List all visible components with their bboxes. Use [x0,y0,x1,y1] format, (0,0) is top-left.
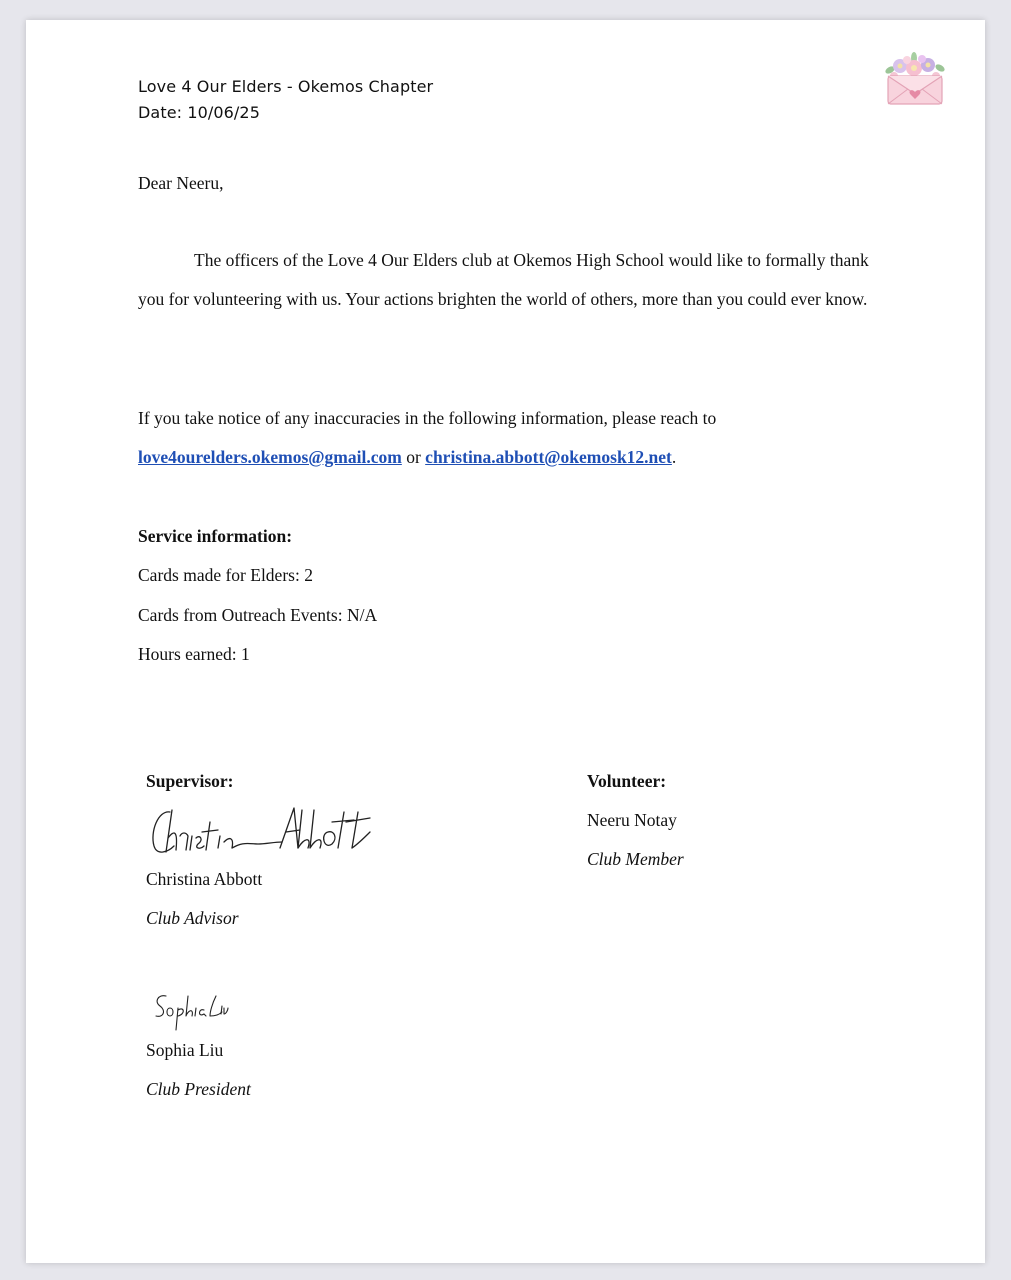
greeting: Dear Neeru, [138,173,224,193]
body-paragraph-2 [138,399,878,477]
president-name: Sophia Liu [146,1040,224,1060]
cards-made: Cards made for Elders: 2 [138,565,313,585]
or-text: or [406,447,421,467]
advisor-email-link[interactable]: christina.abbott@okemosk12.net [425,447,672,467]
volunteer-name: Neeru Notay [587,810,677,830]
cards-outreach: Cards from Outreach Events: N/A [138,605,378,625]
org-line: Love 4 Our Elders - Okemos Chapter [138,77,434,96]
volunteer-role: Club Member [587,849,684,869]
president-role: Club President [146,1079,251,1099]
supervisor-name: Christina Abbott [146,869,263,889]
body-paragraph-1: The officers of the Love 4 Our Elders club at Okemos High School would like to formally thank you for volunteering with us. Your actions brighten the world of others, more than you could ever know. [138,250,869,309]
supervisor-role: Club Advisor [146,908,239,928]
hours-earned: Hours earned: 1 [138,644,250,664]
envelope-flowers-icon [878,52,952,108]
period: . [671,447,677,467]
supervisor-signature [148,802,380,862]
club-email-link[interactable]: love4ourelders.okemos@gmail.com [138,447,402,467]
date-line: Date: 10/06/25 [138,103,260,122]
letter-page [26,20,985,1263]
contact-instruction: If you take notice of any inaccuracies in the following information, please reach to [138,408,717,428]
president-signature [150,990,230,1034]
supervisor-heading: Supervisor: [146,771,234,791]
service-heading: Service information: [138,526,293,546]
volunteer-heading: Volunteer: [587,771,667,791]
